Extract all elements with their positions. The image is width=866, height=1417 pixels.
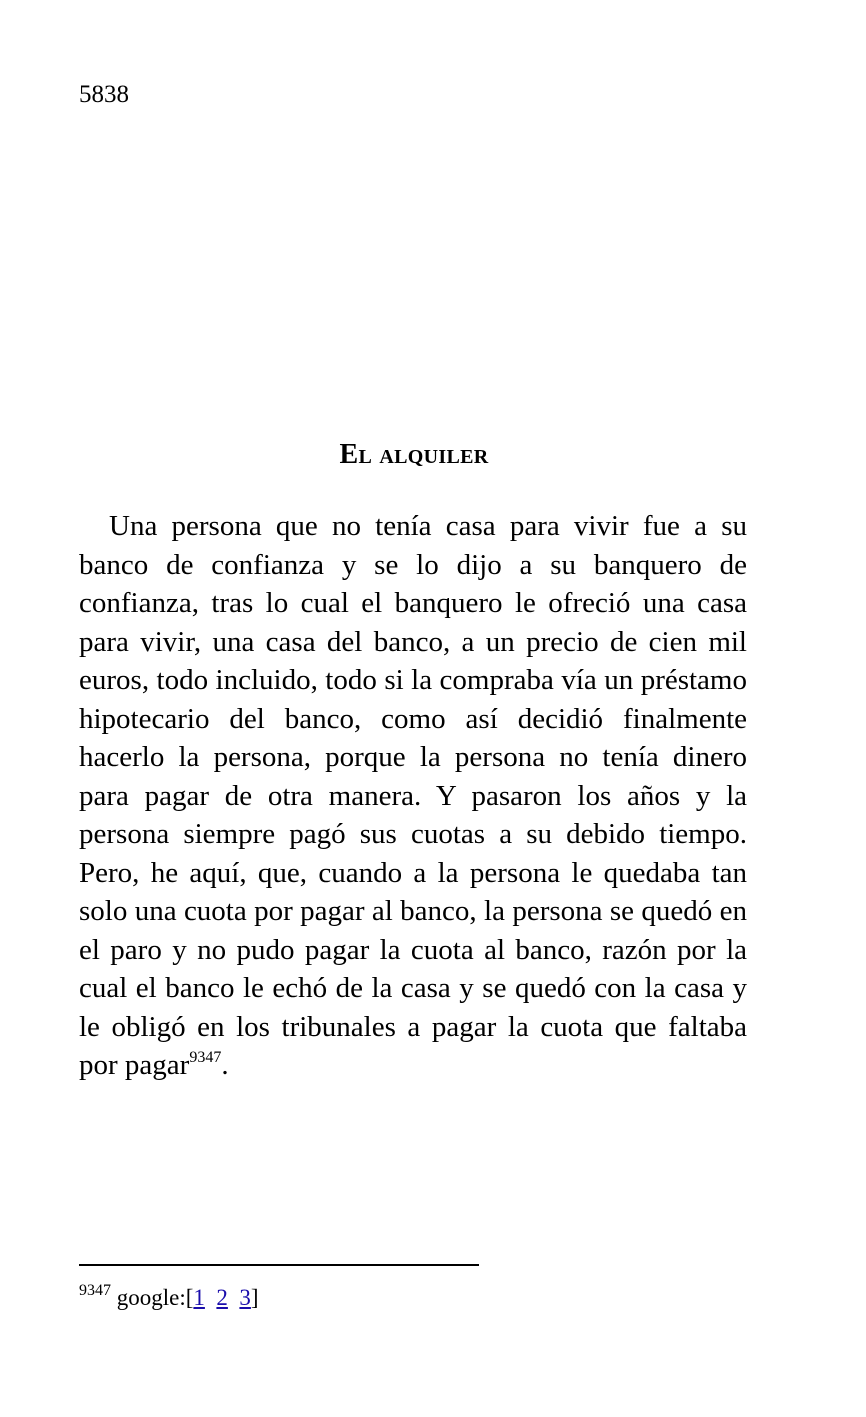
page-number: 5838: [79, 81, 129, 108]
section-title: El alquiler: [339, 439, 489, 470]
footnote-number: 9347: [79, 1282, 111, 1299]
footnote-link-1[interactable]: 1: [193, 1285, 205, 1310]
footnote: [79, 1283, 259, 1313]
body-paragraph: [79, 507, 747, 1085]
end-punctuation: .: [221, 1049, 229, 1081]
footnote-prefix: google:[: [116, 1285, 194, 1310]
footnote-divider: [79, 1264, 479, 1266]
footnote-suffix: ]: [250, 1285, 259, 1310]
body-text: Una persona que no tenía casa para vivir fue a su banco de confianza y se lo dijo a su banquero de confianza, tras lo cual el banquero le ofreció una casa para vivir, una casa del banco, a un precio de cien mil euros, todo incluido, todo si la compraba vía un préstamo hipotecario del banco, como así decidió finalmente hacerlo la persona, porque la persona no tenía dinero para pagar de otra manera. Y pasaron los años y la persona siempre pagó sus cuotas a su debido tiempo. Pero, he aquí, que, cuando a la persona le quedaba tan solo una cuota por pagar al banco, la persona se quedó en el paro y no pudo pagar la cuota al banco, razón por la cual el banco le echó de la casa y se quedó con la casa y le obligó en los tribunales a pagar la cuota que faltaba por pagar: [79, 510, 747, 1081]
footnote-link-2[interactable]: 2: [216, 1285, 228, 1310]
footnote-link-3[interactable]: 3: [239, 1285, 251, 1310]
footnote-reference[interactable]: 9347: [189, 1049, 222, 1066]
